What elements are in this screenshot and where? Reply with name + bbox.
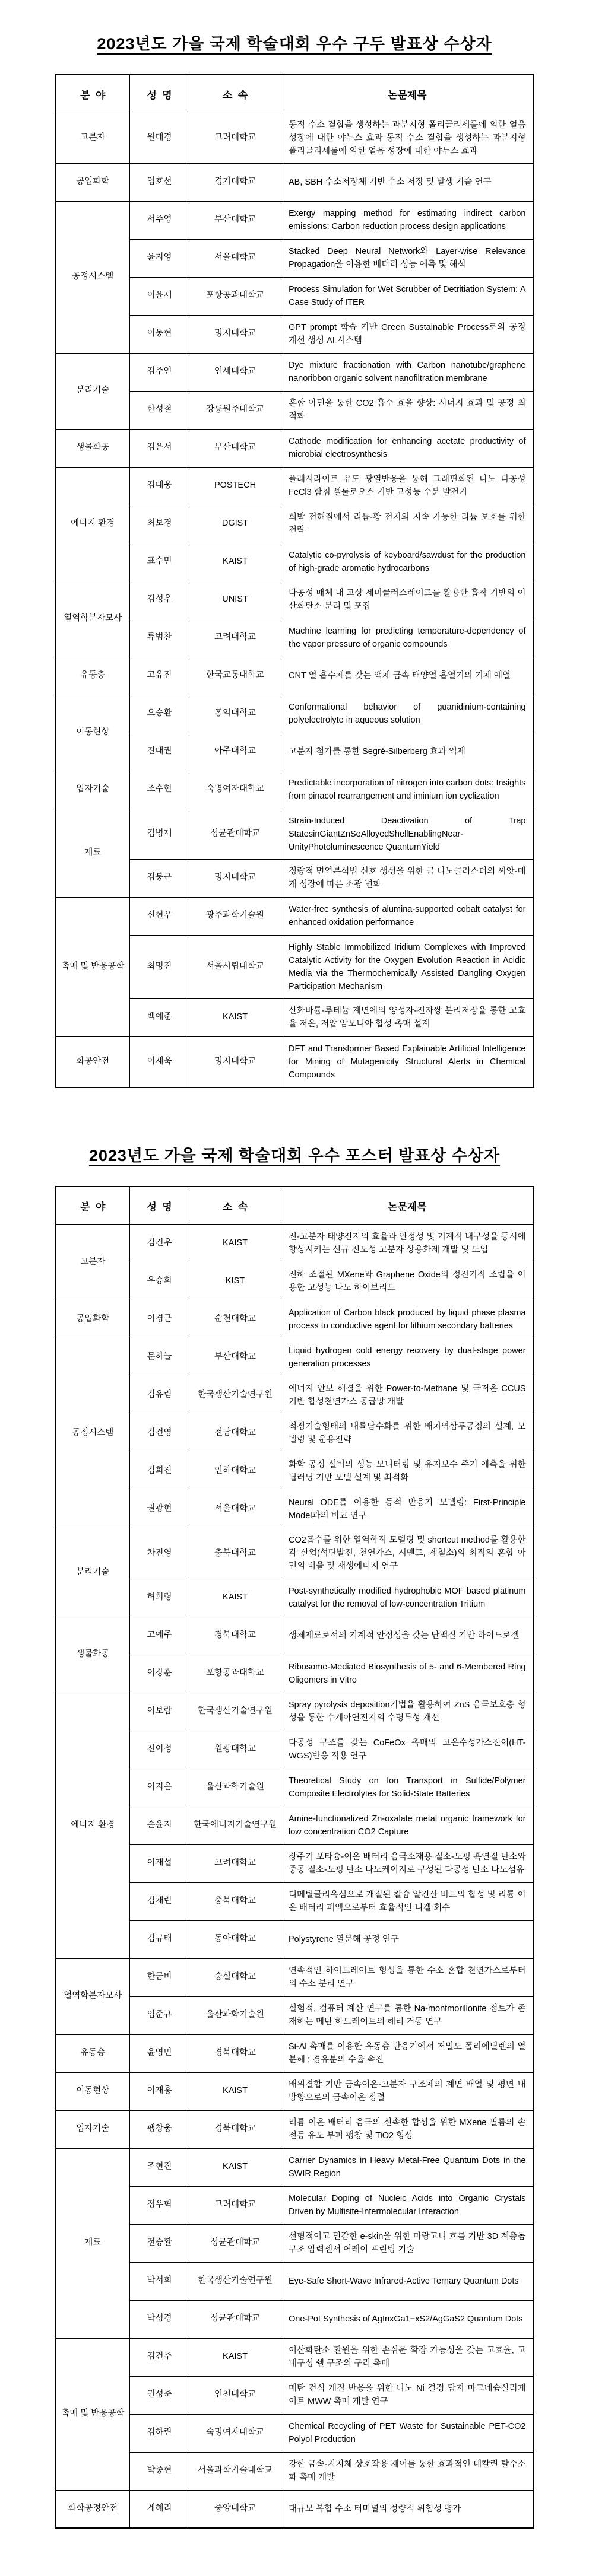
affiliation-cell: 연세대학교 <box>189 353 281 391</box>
table-row <box>56 2072 534 2110</box>
name-cell: 조현진 <box>130 2148 189 2186</box>
paper-title-cell: 생체재료로서의 기계적 안정성을 갖는 단백질 기반 하이드로젤 <box>281 1617 534 1655</box>
affiliation-cell: KAIST <box>189 543 281 581</box>
affiliation-cell: 서울대학교 <box>189 239 281 277</box>
paper-title-cell: Carrier Dynamics in Heavy Metal-Free Quantum Dots in the SWIR Region <box>281 2148 534 2186</box>
affiliation-cell: 충북대학교 <box>189 1528 281 1579</box>
paper-title-cell: 혼합 아민을 통한 CO2 흡수 효율 향상: 시너지 효과 및 공정 최적화 <box>281 391 534 429</box>
affiliation-cell: 숭실대학교 <box>189 1958 281 1996</box>
paper-title-cell: Highly Stable Immobilized Iridium Complexes with Improved Catalytic Activity for the Oxygen Evolution Reaction in Acidic Media via the Thermochemically Assisted Dangling Oxygen Participation Mechanism <box>281 935 534 998</box>
name-cell: 권성준 <box>130 2376 189 2414</box>
table-row <box>56 581 534 619</box>
paper-title-cell: 다공성 매체 내 고상 세미클러스레이트를 활용한 흡착 기반의 이산화탄소 분리 및 포집 <box>281 581 534 619</box>
affiliation-cell: 강릉원주대학교 <box>189 391 281 429</box>
name-cell: 김붕근 <box>130 859 189 897</box>
column-header-paper-title: 논문제목 <box>281 75 534 113</box>
table-row <box>56 1338 534 1376</box>
paper-title-cell: 대규모 복합 수소 터미널의 정량적 위험성 평가 <box>281 2490 534 2528</box>
field-cell: 에너지 환경 <box>56 467 130 581</box>
name-cell: 김대웅 <box>130 467 189 505</box>
field-cell: 재료 <box>56 809 130 897</box>
table-row <box>56 695 534 733</box>
field-cell: 생물화공 <box>56 1617 130 1693</box>
name-cell: 백예준 <box>130 998 189 1036</box>
paper-title-cell: Process Simulation for Wet Scrubber of Detritiation System: A Case Study of ITER <box>281 277 534 315</box>
paper-title-cell: Stacked Deep Neural Network와 Layer-wise Relevance Propagation을 이용한 배터리 성능 예측 및 해석 <box>281 239 534 277</box>
column-header-field: 분 야 <box>56 1187 130 1225</box>
affiliation-cell: 포항공과대학교 <box>189 1655 281 1693</box>
affiliation-cell: KAIST <box>189 2148 281 2186</box>
field-cell: 입자기술 <box>56 2110 130 2148</box>
affiliation-cell: 충북대학교 <box>189 1882 281 1920</box>
table-row <box>56 897 534 935</box>
oral-awards-title: 2023년도 가을 국제 학술대회 우수 구두 발표상 수상자 <box>97 35 492 53</box>
paper-title-cell: CNT 열 흡수체를 갖는 액체 금속 태양열 흡열기의 기체 예열 <box>281 657 534 695</box>
name-cell: 고예주 <box>130 1617 189 1655</box>
affiliation-cell: 고려대학교 <box>189 113 281 163</box>
name-cell: 김건우 <box>130 1225 189 1262</box>
affiliation-cell: 한국에너지기술연구원 <box>189 1807 281 1844</box>
poster-awards-section <box>0 1143 589 2529</box>
affiliation-cell: 한국생산기술연구원 <box>189 1376 281 1414</box>
paper-title-cell: 플래시라이트 유도 광열반응을 통해 그래핀화된 나노 다공성 FeCl3 함침 셀룰로오스 기반 고성능 수분 발전기 <box>281 467 534 505</box>
affiliation-cell: 중앙대학교 <box>189 2490 281 2528</box>
name-cell: 팽창웅 <box>130 2110 189 2148</box>
paper-title-cell: 전하 조절된 MXene과 Graphene Oxide의 정전기적 조립을 이용한 고성능 나노 하이브리드 <box>281 1262 534 1300</box>
paper-title-cell: 동적 수소 결합을 생성하는 과분지형 폴리글리세롤에 의한 얼음 성장에 대한 야누스 효과 동적 수소 결합을 생성하는 과분지형 폴리글리세롤에 의한 얼음 성장에 대한 야누스 효과 <box>281 113 534 163</box>
affiliation-cell: 경북대학교 <box>189 2110 281 2148</box>
affiliation-cell: 명지대학교 <box>189 859 281 897</box>
affiliation-cell: 숙명여자대학교 <box>189 771 281 809</box>
name-cell: 전승환 <box>130 2224 189 2262</box>
name-cell: 계혜리 <box>130 2490 189 2528</box>
affiliation-cell: 명지대학교 <box>189 1036 281 1087</box>
affiliation-cell: KIST <box>189 1262 281 1300</box>
field-cell: 화공안전 <box>56 1036 130 1087</box>
paper-title-cell: Post-synthetically modified hydrophobic MOF based platinum catalyst for the removal of low-concentration Tritium <box>281 1579 534 1617</box>
name-cell: 신현우 <box>130 897 189 935</box>
affiliation-cell: 서울시립대학교 <box>189 935 281 998</box>
field-cell: 공업화학 <box>56 1300 130 1338</box>
paper-title-cell: Conformational behavior of guanidinium-containing polyelectrolyte in aqueous solution <box>281 695 534 733</box>
name-cell: 서주영 <box>130 201 189 239</box>
table-row <box>56 1225 534 1262</box>
name-cell: 김규태 <box>130 1920 189 1958</box>
name-cell: 손윤지 <box>130 1807 189 1844</box>
table-row <box>56 2148 534 2186</box>
poster-awards-title: 2023년도 가을 국제 학술대회 우수 포스터 발표상 수상자 <box>88 1146 501 1165</box>
paper-title-cell: Cathode modification for enhancing acetate productivity of microbial electrosynthesis <box>281 429 534 467</box>
paper-title-cell: 희박 전해질에서 리튬-황 전지의 지속 가능한 리튬 보호를 위한 전략 <box>281 505 534 543</box>
field-cell: 고분자 <box>56 113 130 163</box>
affiliation-cell: 경기대학교 <box>189 163 281 201</box>
field-cell: 유동층 <box>56 2034 130 2072</box>
table-row <box>56 1528 534 1579</box>
name-cell: 문하늘 <box>130 1338 189 1376</box>
table-row <box>56 1036 534 1087</box>
paper-title-cell: Molecular Doping of Nucleic Acids into Organic Crystals Driven by Multisite-Intermolecular Interaction <box>281 2186 534 2224</box>
name-cell: 김주연 <box>130 353 189 391</box>
paper-title-cell: Application of Carbon black produced by liquid phase plasma process to conductive agent for lithium secondary batteries <box>281 1300 534 1338</box>
paper-title-cell: Exergy mapping method for estimating indirect carbon emissions: Carbon reduction process design applications <box>281 201 534 239</box>
paper-title-cell: Chemical Recycling of PET Waste for Sustainable PET-CO2 Polyol Production <box>281 2414 534 2452</box>
affiliation-cell: 울산과학기술원 <box>189 1996 281 2034</box>
paper-title-cell: Dye mixture fractionation with Carbon nanotube/graphene nanoribbon organic solvent nanofiltration membrane <box>281 353 534 391</box>
table-row <box>56 1958 534 1996</box>
name-cell: 김희진 <box>130 1452 189 1490</box>
field-cell: 분리기술 <box>56 1528 130 1617</box>
name-cell: 한성철 <box>130 391 189 429</box>
column-header-name: 성 명 <box>130 1187 189 1225</box>
affiliation-cell: 광주과학기술원 <box>189 897 281 935</box>
field-cell: 생물화공 <box>56 429 130 467</box>
name-cell: 임준규 <box>130 1996 189 2034</box>
name-cell: 박성경 <box>130 2300 189 2338</box>
paper-title-cell: 디메틸글리옥심으로 개질된 칼슘 알긴산 비드의 합성 및 리튬 이온 배터리 폐액으로부터 효율적인 니켈 회수 <box>281 1882 534 1920</box>
paper-title-cell: 고분자 첨가를 통한 Segré-Silberberg 효과 억제 <box>281 733 534 771</box>
name-cell: 윤영민 <box>130 2034 189 2072</box>
paper-title-cell: 선형적이고 민감한 e-skin을 위한 마랑고니 흐름 기반 3D 계층돔 구조 압력센서 어레이 프린팅 기술 <box>281 2224 534 2262</box>
affiliation-cell: 성균관대학교 <box>189 2224 281 2262</box>
header-row <box>56 1187 534 1225</box>
paper-title-cell: Liquid hydrogen cold energy recovery by dual-stage power generation processes <box>281 1338 534 1376</box>
paper-title-cell: Predictable incorporation of nitrogen into carbon dots: Insights from pinacol rearrangement and iminium ion cyclization <box>281 771 534 809</box>
name-cell: 최명진 <box>130 935 189 998</box>
affiliation-cell: 포항공과대학교 <box>189 277 281 315</box>
name-cell: 이재섭 <box>130 1844 189 1882</box>
column-header-affiliation: 소 속 <box>189 75 281 113</box>
paper-title-cell: 다공성 구조를 갖는 CoFeOx 촉매의 고온수성가스전이(HT-WGS)반응 적용 연구 <box>281 1731 534 1769</box>
field-cell: 촉매 및 반응공학 <box>56 897 130 1036</box>
name-cell: 김유림 <box>130 1376 189 1414</box>
name-cell: 한금비 <box>130 1958 189 1996</box>
paper-title-cell: Water-free synthesis of alumina-supported cobalt catalyst for enhanced oxidation performance <box>281 897 534 935</box>
header-row <box>56 75 534 113</box>
field-cell: 공정시스템 <box>56 1338 130 1528</box>
paper-title-cell: 적정기술형태의 내륙담수화를 위한 배치역삼투공정의 설계, 모델링 및 운용전략 <box>281 1414 534 1452</box>
name-cell: 김성우 <box>130 581 189 619</box>
name-cell: 이동현 <box>130 315 189 353</box>
name-cell: 권광현 <box>130 1490 189 1528</box>
name-cell: 엄호선 <box>130 163 189 201</box>
affiliation-cell: 원광대학교 <box>189 1731 281 1769</box>
name-cell: 김은서 <box>130 429 189 467</box>
name-cell: 원태경 <box>130 113 189 163</box>
affiliation-cell: 고려대학교 <box>189 619 281 657</box>
affiliation-cell: 인천대학교 <box>189 2376 281 2414</box>
name-cell: 김채린 <box>130 1882 189 1920</box>
paper-title-cell: 배위결합 기반 금속이온-고분자 구조체의 계면 배열 및 평면 내 방향으로의 금속이온 정렬 <box>281 2072 534 2110</box>
affiliation-cell: 고려대학교 <box>189 1844 281 1882</box>
paper-title-cell: Neural ODE를 이용한 동적 반응기 모델링: First-Principle Model과의 비교 연구 <box>281 1490 534 1528</box>
table-row <box>56 771 534 809</box>
field-cell: 공정시스템 <box>56 201 130 353</box>
table-row <box>56 657 534 695</box>
name-cell: 윤지영 <box>130 239 189 277</box>
affiliation-cell: 전남대학교 <box>189 1414 281 1452</box>
paper-title-cell: Amine-functionalized Zn-oxalate metal organic framework for low concentration CO2 Capture <box>281 1807 534 1844</box>
paper-title-cell: 연속적인 하이드레이트 형성을 통한 수소 혼합 천연가스로부터의 수소 분리 연구 <box>281 1958 534 1996</box>
table-row <box>56 113 534 163</box>
affiliation-cell: 홍익대학교 <box>189 695 281 733</box>
column-header-paper-title: 논문제목 <box>281 1187 534 1225</box>
affiliation-cell: 서울대학교 <box>189 1490 281 1528</box>
affiliation-cell: 성균관대학교 <box>189 809 281 859</box>
name-cell: 차진영 <box>130 1528 189 1579</box>
affiliation-cell: 순천대학교 <box>189 1300 281 1338</box>
name-cell: 고유진 <box>130 657 189 695</box>
name-cell: 허희령 <box>130 1579 189 1617</box>
name-cell: 김병재 <box>130 809 189 859</box>
name-cell: 전이정 <box>130 1731 189 1769</box>
paper-title-cell: Strain-Induced Deactivation of Trap StatesinGiantZnSeAlloyedShellEnablingNear-UnityPhotoluminescence QuantumYield <box>281 809 534 859</box>
paper-title-cell: Catalytic co-pyrolysis of keyboard/sawdust for the production of high-grade aromatic hydrocarbons <box>281 543 534 581</box>
table-row <box>56 2034 534 2072</box>
paper-title-cell: 화학 공정 설비의 성능 모니터링 및 유지보수 주기 예측을 위한 딥러닝 기반 모델 설계 및 최적화 <box>281 1452 534 1490</box>
affiliation-cell: 경북대학교 <box>189 1617 281 1655</box>
paper-title-cell: Si-Al 촉매를 이용한 유동층 반응기에서 저밀도 폴리에틸렌의 열분해 : 경유분의 수율 촉진 <box>281 2034 534 2072</box>
oral-awards-table <box>55 74 534 1088</box>
affiliation-cell: 아주대학교 <box>189 733 281 771</box>
affiliation-cell: 인하대학교 <box>189 1452 281 1490</box>
table-row <box>56 809 534 859</box>
affiliation-cell: 동아대학교 <box>189 1920 281 1958</box>
field-cell: 유동층 <box>56 657 130 695</box>
field-cell: 분리기술 <box>56 353 130 429</box>
paper-title-cell: Polystyrene 열분해 공정 연구 <box>281 1920 534 1958</box>
affiliation-cell: 고려대학교 <box>189 2186 281 2224</box>
paper-title-cell: One-Pot Synthesis of AgInxGa1−xS2/AgGaS2 Quantum Dots <box>281 2300 534 2338</box>
affiliation-cell: DGIST <box>189 505 281 543</box>
affiliation-cell: 한국생산기술연구원 <box>189 1693 281 1731</box>
name-cell: 최보경 <box>130 505 189 543</box>
name-cell: 진대권 <box>130 733 189 771</box>
paper-title-cell: 이산화탄소 환원을 위한 손쉬운 확장 가능성을 갖는 고효율, 고내구성 쉘 구조의 구리 촉매 <box>281 2338 534 2376</box>
affiliation-cell: 부산대학교 <box>189 429 281 467</box>
field-cell: 입자기술 <box>56 771 130 809</box>
affiliation-cell: KAIST <box>189 1225 281 1262</box>
table-row <box>56 1693 534 1731</box>
affiliation-cell: KAIST <box>189 2338 281 2376</box>
table-row <box>56 2338 534 2376</box>
name-cell: 오승환 <box>130 695 189 733</box>
affiliation-cell: KAIST <box>189 2072 281 2110</box>
affiliation-cell: POSTECH <box>189 467 281 505</box>
name-cell: 이재홍 <box>130 2072 189 2110</box>
affiliation-cell: 한국교통대학교 <box>189 657 281 695</box>
affiliation-cell: KAIST <box>189 1579 281 1617</box>
column-header-name: 성 명 <box>130 75 189 113</box>
paper-title-cell: Spray pyrolysis deposition기법을 활용하여 ZnS 음극보호층 형성을 통한 수계아연전지의 수명특성 개선 <box>281 1693 534 1731</box>
paper-title-cell: 에너지 안보 해결을 위한 Power-to-Methane 및 극저온 CCUS 기반 합성천연가스 공급망 개발 <box>281 1376 534 1414</box>
paper-title-cell: 메탄 건식 개질 반응을 위한 나노 Ni 결정 담지 마그네슘실리케이트 MWW 촉매 개발 연구 <box>281 2376 534 2414</box>
name-cell: 조수현 <box>130 771 189 809</box>
poster-awards-table <box>55 1186 534 2529</box>
name-cell: 이지은 <box>130 1769 189 1807</box>
name-cell: 이강훈 <box>130 1655 189 1693</box>
affiliation-cell: 부산대학교 <box>189 201 281 239</box>
table-row <box>56 353 534 391</box>
paper-title-cell: CO2흡수를 위한 열역학적 모델링 및 shortcut method를 활용한 각 산업(석탄발전, 천연가스, 시멘트, 제철소)의 최적의 혼합 아민의 비율 및 재생에너지 연구 <box>281 1528 534 1579</box>
paper-title-cell: 정량적 면역분석법 신호 생성을 위한 금 나노클러스터의 씨앗-매개 성장에 따른 소광 변화 <box>281 859 534 897</box>
paper-title-cell: Ribosome-Mediated Biosynthesis of 5- and 6-Membered Ring Oligomers in Vitro <box>281 1655 534 1693</box>
field-cell: 에너지 환경 <box>56 1693 130 1958</box>
paper-title-cell: Eye-Safe Short-Wave Infrared-Active Ternary Quantum Dots <box>281 2262 534 2300</box>
table-row <box>56 201 534 239</box>
affiliation-cell: UNIST <box>189 581 281 619</box>
field-cell: 재료 <box>56 2148 130 2338</box>
paper-title-cell: DFT and Transformer Based Explainable Artificial Intelligence for Mining of Mutagenicity Structural Alerts in Chemical Compounds <box>281 1036 534 1087</box>
name-cell: 우승희 <box>130 1262 189 1300</box>
name-cell: 정우혁 <box>130 2186 189 2224</box>
name-cell: 이보람 <box>130 1693 189 1731</box>
name-cell: 박서희 <box>130 2262 189 2300</box>
paper-title-cell: Machine learning for predicting temperature-dependency of the vapor pressure of organic compounds <box>281 619 534 657</box>
table-row <box>56 467 534 505</box>
paper-title-cell: GPT prompt 학습 기반 Green Sustainable Process로의 공정 개선 생성 AI 시스템 <box>281 315 534 353</box>
name-cell: 이경근 <box>130 1300 189 1338</box>
affiliation-cell: 숙명여자대학교 <box>189 2414 281 2452</box>
field-cell: 고분자 <box>56 1225 130 1300</box>
column-header-field: 분 야 <box>56 75 130 113</box>
name-cell: 표수민 <box>130 543 189 581</box>
field-cell: 이동현상 <box>56 2072 130 2110</box>
field-cell: 촉매 및 반응공학 <box>56 2338 130 2490</box>
paper-title-cell: 강한 금속-지지체 상호작용 제어를 통한 효과적인 데칼린 탈수소화 촉매 개발 <box>281 2452 534 2490</box>
affiliation-cell: 성균관대학교 <box>189 2300 281 2338</box>
field-cell: 열역학분자모사 <box>56 581 130 657</box>
affiliation-cell: 명지대학교 <box>189 315 281 353</box>
paper-title-cell: AB, SBH 수소저장체 기반 수소 저장 및 발생 기술 연구 <box>281 163 534 201</box>
field-cell: 이동현상 <box>56 695 130 771</box>
oral-awards-section <box>0 31 589 1088</box>
field-cell: 공업화학 <box>56 163 130 201</box>
table-row <box>56 2490 534 2528</box>
name-cell: 류범찬 <box>130 619 189 657</box>
table-row <box>56 1617 534 1655</box>
affiliation-cell: KAIST <box>189 998 281 1036</box>
name-cell: 이윤재 <box>130 277 189 315</box>
table-row <box>56 163 534 201</box>
column-header-affiliation: 소 속 <box>189 1187 281 1225</box>
paper-title-cell: 실험적, 컴퓨터 계산 연구를 통한 Na-montmorillonite 점토가 존재하는 메탄 하드레이트의 해리 거동 연구 <box>281 1996 534 2034</box>
affiliation-cell: 경북대학교 <box>189 2034 281 2072</box>
name-cell: 김건영 <box>130 1414 189 1452</box>
field-cell: 화학공정안전 <box>56 2490 130 2528</box>
table-row <box>56 2110 534 2148</box>
name-cell: 김건주 <box>130 2338 189 2376</box>
paper-title-cell: Theoretical Study on Ion Transport in Sulfide/Polymer Composite Electrolytes for Solid-State Batteries <box>281 1769 534 1807</box>
field-cell: 열역학분자모사 <box>56 1958 130 2034</box>
affiliation-cell: 한국생산기술연구원 <box>189 2262 281 2300</box>
affiliation-cell: 부산대학교 <box>189 1338 281 1376</box>
table-row <box>56 429 534 467</box>
paper-title-cell: 장주기 포타슘-이온 배터리 음극소재용 질소-도핑 흑연질 탄소와 중공 질소-도핑 탄소 나노케이지로 구성된 다공성 탄소 나노섬유 <box>281 1844 534 1882</box>
affiliation-cell: 서울과학기술대학교 <box>189 2452 281 2490</box>
name-cell: 김하린 <box>130 2414 189 2452</box>
name-cell: 박종현 <box>130 2452 189 2490</box>
paper-title-cell: 산화바륨-루테늄 계면에의 양성자-전자쌍 분리저장을 통한 고효율 저온, 저압 암모니아 합성 촉매 설계 <box>281 998 534 1036</box>
name-cell: 이재욱 <box>130 1036 189 1087</box>
affiliation-cell: 울산과학기술원 <box>189 1769 281 1807</box>
paper-title-cell: 리튬 이온 배터리 음극의 신속한 합성을 위한 MXene 필름의 손전등 유도 부피 팽창 및 TiO2 형성 <box>281 2110 534 2148</box>
paper-title-cell: 전-고분자 태양전지의 효율과 안정성 및 기계적 내구성을 동시에 향상시키는 신규 전도성 고분자 상용화제 개발 및 도입 <box>281 1225 534 1262</box>
table-row <box>56 1300 534 1338</box>
